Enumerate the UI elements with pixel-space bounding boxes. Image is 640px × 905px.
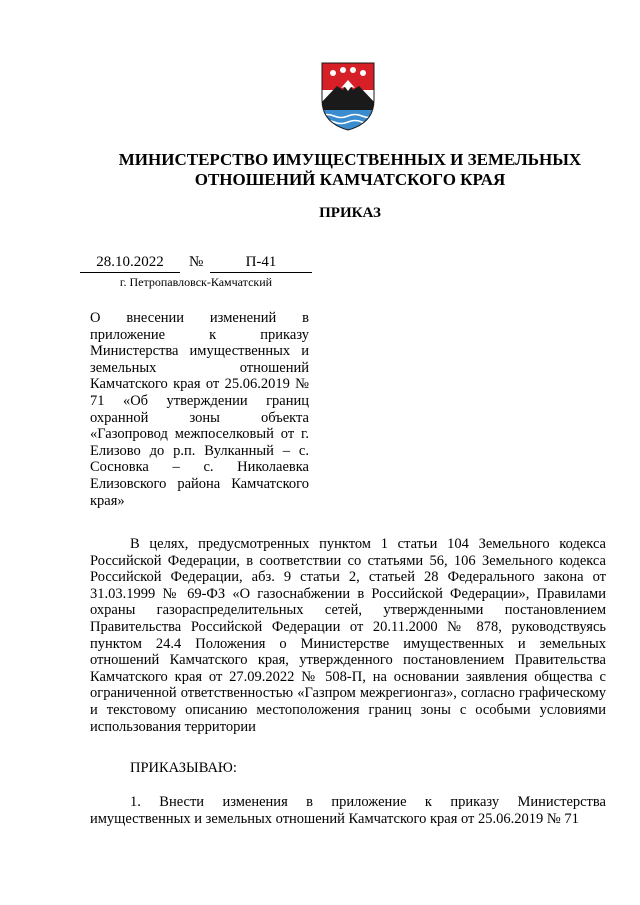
- date-underline: [80, 272, 180, 273]
- order-word: ПРИКАЗЫВАЮ:: [130, 760, 237, 776]
- order-date: 28.10.2022: [96, 254, 164, 270]
- order-item-1: 1. Внести изменения в приложение к приказу Министерства имущественных и земельных отношений Камчатского края от 25.06.2019 № 71: [90, 794, 606, 827]
- order-subject: О внесении изменений в приложение к приказу Министерства имущественных и земельных отношений Камчатского края от 25.06.2019 № 71 «Об утверждении границ охранной зоны объекта «Газопровод межпоселковый от г. Елизово до р.п. Вулканный – с. Сосновка – с. Николаевка Елизовского района Камчатского края»: [90, 310, 309, 509]
- ministry-title: МИНИСТЕРСТВО ИМУЩЕСТВЕННЫХ И ЗЕМЕЛЬНЫХ ОТНОШЕНИЙ КАМЧАТСКОГО КРАЯ: [118, 150, 582, 189]
- document-type-title: ПРИКАЗ: [319, 205, 381, 221]
- number-underline: [210, 272, 312, 273]
- order-number: П-41: [245, 254, 277, 270]
- order-city: г. Петропавловск-Камчатский: [119, 275, 273, 289]
- number-sign: №: [189, 254, 204, 270]
- kamchatka-coat-of-arms-icon: [319, 60, 377, 132]
- preamble-paragraph: В целях, предусмотренных пунктом 1 статьи 104 Земельного кодекса Российской Федерации, в соответствии со статьями 56, 106 Земельного кодекса Российской Федерации, абз. 9 статьи 2, статьей 28 Федерального закона от 31.03.1999 № 69-ФЗ «О газоснабжении в Российской Федерации», Правилами охраны газораспределительных сетей, утвержденными постановлением Правительства Российской Федерации от 20.11.2000 № 878, руководствуясь пунктом 24.4 Положения о Министерстве имущественных и земельных отношений Камчатского края, утвержденного постановлением Правительства Камчатского края от 27.09.2022 № 508-П, на основании заявления общества с ограниченной ответственностью «Газпром межрегионгаз», согласно графическому и текстовому описанию местоположения границ зоны с особыми условиями использования территории: [90, 536, 606, 735]
